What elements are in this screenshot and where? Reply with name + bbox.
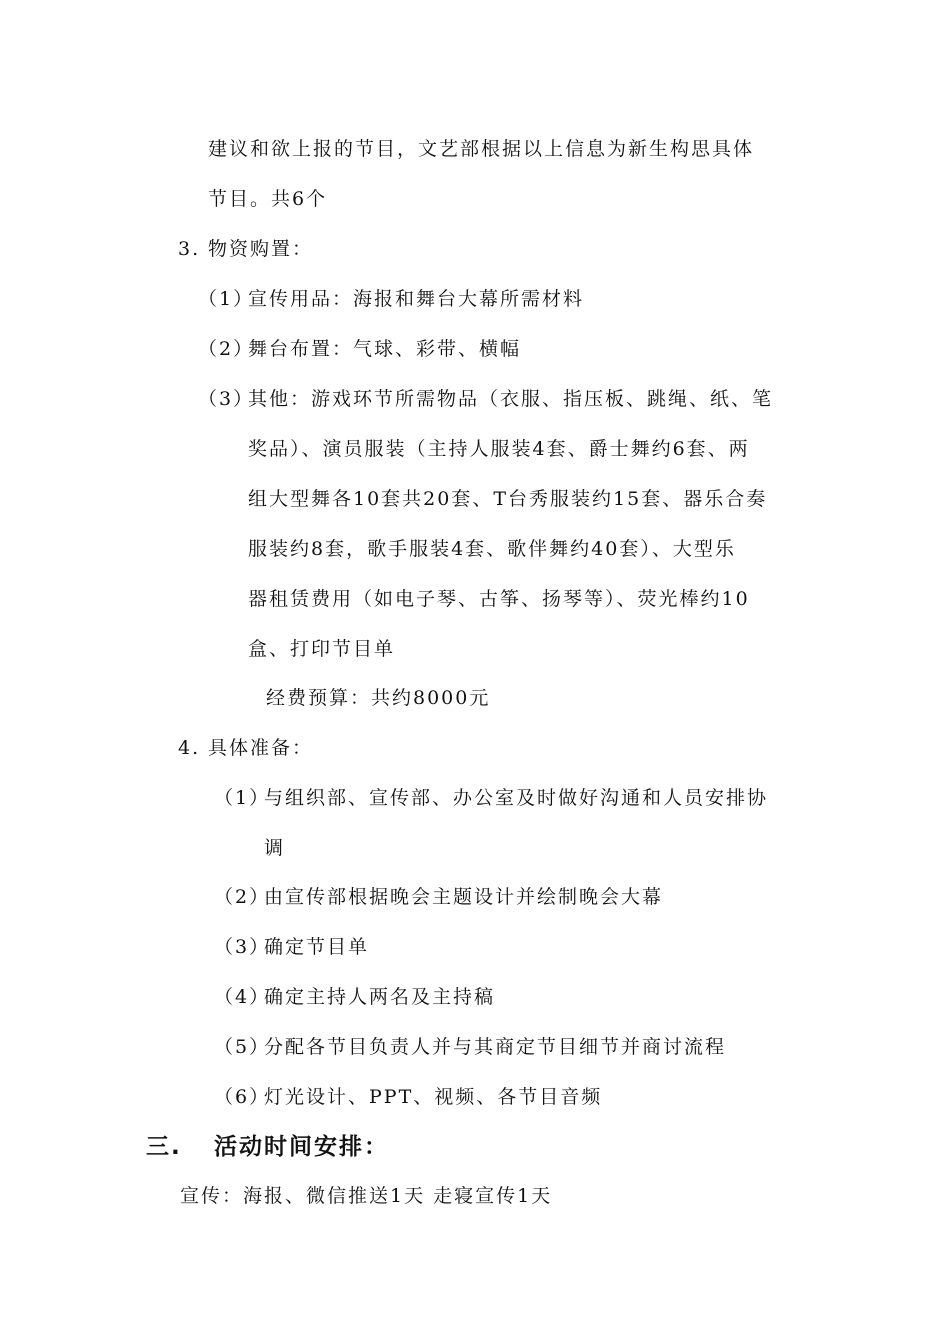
sub-list-text: 确定主持人两名及主持稿 <box>264 986 496 1008</box>
sub-list-continuation: 器租赁费用（如电子琴、古筝、扬琴等）、荧光棒约10 <box>248 588 750 610</box>
list-label: 物资购置： <box>208 238 314 260</box>
sub-list-text: 分配各节目负责人并与其商定节目细节并商讨流程 <box>264 1036 727 1058</box>
list-item-heading <box>178 237 313 261</box>
sub-list-continuation: 奖品）、演员服装（主持人服装4套、爵士舞约6套、两 <box>248 438 750 460</box>
sub-list-text: 确定节目单 <box>264 936 370 958</box>
sub-list-item <box>214 786 768 810</box>
sub-list-text: 宣传用品：海报和舞台大幕所需材料 <box>248 288 585 310</box>
sub-list-continuation: 盒、打印节目单 <box>248 638 396 660</box>
sub-list-text: 舞台布置：气球、彩带、横幅 <box>248 338 522 360</box>
sub-list-text: 由宣传部根据晚会主题设计并绘制晚会大幕 <box>264 886 664 908</box>
sub-list-text: 与组织部、宣传部、办公室及时做好沟通和人员安排协 <box>264 787 769 809</box>
list-item-heading <box>178 736 313 760</box>
sub-list-number: （3） <box>214 936 271 958</box>
list-label: 具体准备： <box>208 737 314 759</box>
sub-list-number: （4） <box>214 986 271 1008</box>
sub-list-text: 其他：游戏环节所需物品（衣服、指压板、跳绳、纸、笔 <box>248 388 774 410</box>
sub-list-item <box>198 337 521 361</box>
sub-list-number: （1） <box>198 288 255 310</box>
publicity-line: 宣传：海报、微信推送1天 走寝宣传1天 <box>180 1185 553 1207</box>
sub-list-number: （3） <box>198 388 255 410</box>
sub-list-number: （2） <box>214 886 271 908</box>
sub-list-number: （6） <box>214 1086 271 1108</box>
sub-list-number: （5） <box>214 1036 271 1058</box>
sub-list-continuation: 组大型舞各10套共20套、T台秀服装约15套、器乐合奏 <box>248 488 768 510</box>
sub-list-item <box>214 985 495 1009</box>
section-title: 活动时间安排： <box>214 1134 389 1160</box>
sub-list-continuation: 调 <box>264 837 286 859</box>
list-number: 4. <box>178 737 201 759</box>
paragraph-line: 建议和欲上报的节目，文艺部根据以上信息为新生构思具体 <box>208 138 755 160</box>
sub-list-item <box>214 1085 602 1109</box>
budget-line: 经费预算：共约8000元 <box>266 687 491 709</box>
sub-list-text: 灯光设计、PPT、视频、各节目音频 <box>264 1086 603 1108</box>
sub-list-item <box>198 287 584 311</box>
section-number: 三. <box>146 1134 182 1160</box>
list-number: 3. <box>178 238 201 260</box>
paragraph-line: 节目。共6个 <box>208 188 328 210</box>
sub-list-number: （2） <box>198 338 255 360</box>
sub-list-number: （1） <box>214 787 271 809</box>
sub-list-item <box>214 935 369 959</box>
sub-list-item <box>214 1035 726 1059</box>
section-heading <box>146 1133 389 1161</box>
sub-list-item <box>214 885 663 909</box>
sub-list-continuation: 服装约8套，歌手服装4套、歌伴舞约40套）、大型乐 <box>248 538 736 560</box>
sub-list-item <box>198 387 773 411</box>
